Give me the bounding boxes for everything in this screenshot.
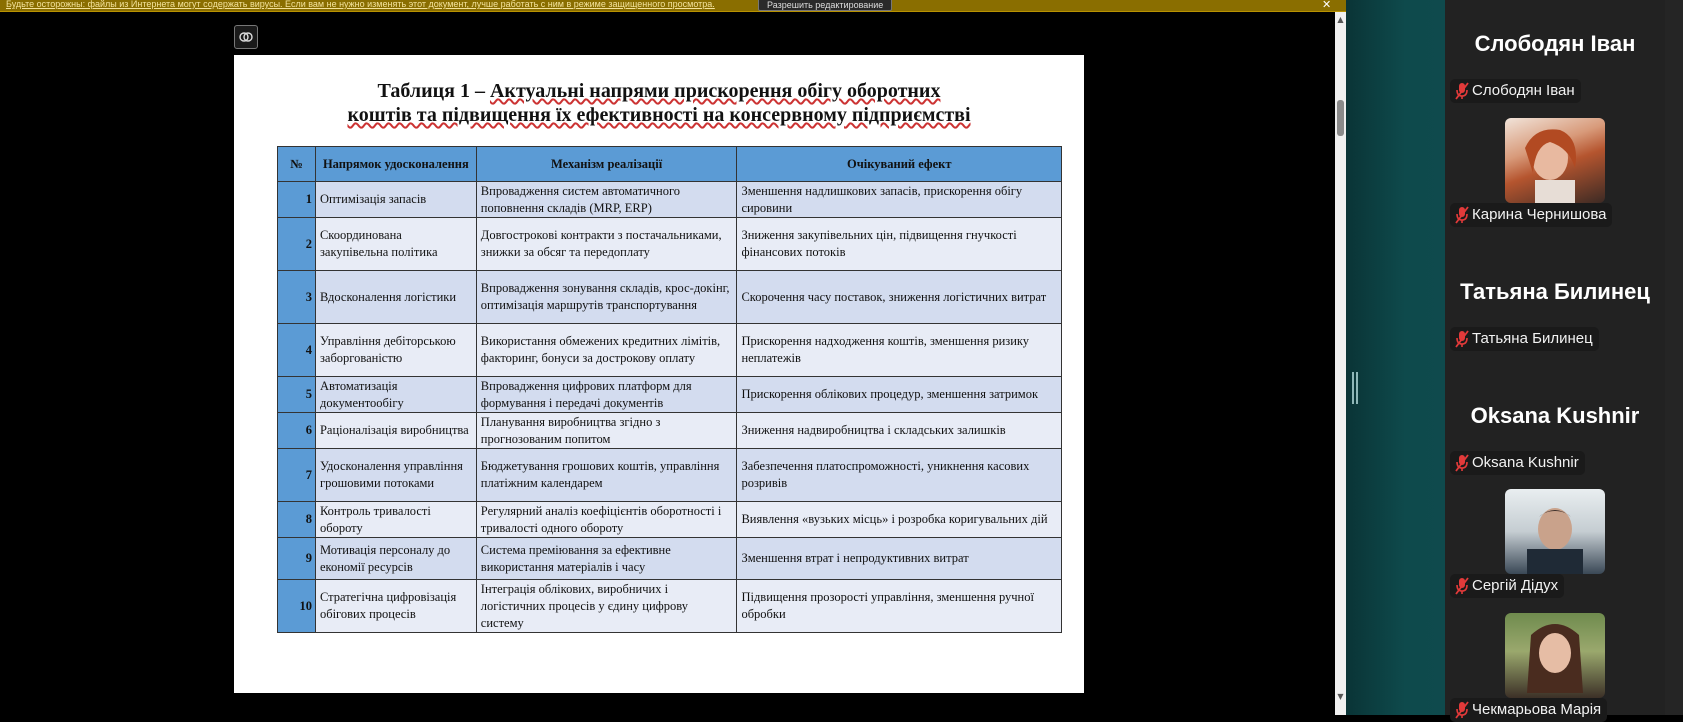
row-effect: Зменшення надлишкових запасів, прискорення обігу сировини [737,182,1062,218]
participants-panel [1445,0,1665,718]
mic-muted-icon [1454,701,1470,719]
row-number: 10 [278,580,316,633]
participant-label: Oksana Kushnir [1472,454,1579,471]
document-page [234,55,1084,693]
enable-editing-button[interactable]: Разрешить редактирование [758,0,892,11]
row-number: 2 [278,218,316,271]
row-effect: Прискорення облікових процедур, зменшення затримок [737,377,1062,413]
table-header-row [278,147,1062,182]
row-direction: Управління дебіторською заборгованістю [315,324,476,377]
row-number: 8 [278,502,316,538]
row-mechanism: Впровадження зонування складів, крос-докінг, оптимізація маршрутів транспортування [476,271,737,324]
row-direction: Вдосконалення логістики [315,271,476,324]
row-number: 1 [278,182,316,218]
row-effect: Зниження закупівельних цін, підвищення гнучкості фінансових потоків [737,218,1062,271]
participant-label: Чекмарьова Марія [1472,701,1602,718]
popout-icon[interactable] [234,25,258,49]
directions-table [277,146,1062,633]
row-direction: Контроль тривалості обороту [315,502,476,538]
row-number: 6 [278,413,316,449]
mic-muted-icon [1454,454,1470,472]
row-effect: Підвищення прозорості управління, зменшення ручної обробки [737,580,1062,633]
table-caption [234,79,1084,127]
table-row [278,502,1062,538]
row-number: 4 [278,324,316,377]
caption-line-1: Актуальні напрями прискорення обігу оборотних [489,80,941,102]
row-number: 5 [278,377,316,413]
participant-video[interactable] [1505,613,1605,698]
row-mechanism: Регулярний аналіз коефіцієнтів оборотності і тривалості одного обороту [476,502,737,538]
mic-muted-icon [1454,206,1470,224]
row-direction: Раціоналізація виробництва [315,413,476,449]
participant-name-tag [1450,79,1581,103]
participant-name-tag [1450,698,1607,722]
row-mechanism: Впровадження цифрових платформ для формування і передачі документів [476,377,737,413]
participant-name-tag [1450,203,1612,227]
participant-video[interactable] [1505,489,1605,574]
row-mechanism: Використання обмежених кредитних лімітів, факторинг, бонуси за дострокову оплату [476,324,737,377]
participant-label: Сергій Дідух [1472,577,1559,594]
participant-video[interactable] [1505,118,1605,203]
participant-name-tag [1450,574,1564,598]
row-effect: Зменшення втрат і непродуктивних витрат [737,538,1062,580]
row-effect: Забезпечення платоспроможності, уникнення касових розривів [737,449,1062,502]
caption-line-2: коштів та підвищення їх ефективності на консервному підприємстві [347,104,971,126]
row-mechanism: Впровадження систем автоматичного поповнення складів (MRP, ERP) [476,182,737,218]
mic-muted-icon [1454,577,1470,595]
table-row [278,182,1062,218]
participants-scrollbar[interactable] [1665,0,1683,715]
row-direction: Оптимізація запасів [315,182,476,218]
participant-name-large: Слободян Іван [1474,31,1636,56]
participant-label: Карина Чернишова [1472,206,1607,223]
table-row [278,377,1062,413]
row-number: 7 [278,449,316,502]
header-direction: Напрямок удосконалення [315,147,476,182]
participant-label: Слободян Іван [1472,82,1575,99]
protected-view-warning[interactable]: Будьте осторожны: файлы из Интернета могут содержать вирусы. Если вам не нужно изменять этот документ, лучше работать с ним в режиме защищенного просмотра. [6,0,715,9]
row-effect: Прискорення надходження коштів, зменшення ризику неплатежів [737,324,1062,377]
participant-name-large: Oksana Kushnir [1470,403,1640,428]
row-effect: Виявлення «вузьких місць» і розробка коригувальних дій [737,502,1062,538]
row-mechanism: Бюджетування грошових коштів, управління платіжним календарем [476,449,737,502]
row-mechanism: Планування виробництва згідно з прогнозованим попитом [476,413,737,449]
row-effect: Скорочення часу поставок, зниження логістичних витрат [737,271,1062,324]
document-scrollbar[interactable] [1335,12,1346,715]
header-number: № [278,147,316,182]
close-icon[interactable]: ✕ [1322,0,1332,11]
caption-prefix: Таблиця 1 – [377,80,490,102]
mic-muted-icon [1454,82,1470,100]
row-direction: Стратегічна цифровізація обігових процесів [315,580,476,633]
header-mechanism: Механізм реалізації [476,147,737,182]
scroll-up-icon[interactable]: ▲ [1337,15,1344,24]
participant-label: Татьяна Билинец [1472,330,1593,347]
row-number: 3 [278,271,316,324]
row-direction: Автоматизація документообігу [315,377,476,413]
table-row [278,271,1062,324]
participant-name-tag [1450,451,1585,475]
table-row [278,413,1062,449]
row-effect: Зниження надвиробництва і складських залишків [737,413,1062,449]
mic-muted-icon [1454,330,1470,348]
protected-view-bar [0,0,1346,12]
row-mechanism: Система преміювання за ефективне використання матеріалів і часу [476,538,737,580]
row-direction: Мотивація персоналу до економії ресурсів [315,538,476,580]
row-direction: Скоординована закупівельна політика [315,218,476,271]
participant-name-tag [1450,327,1599,351]
table-row [278,449,1062,502]
row-number: 9 [278,538,316,580]
panel-splitter-handle[interactable] [1352,372,1358,404]
scroll-down-icon[interactable]: ▼ [1337,692,1344,701]
row-mechanism: Інтеграція облікових, виробничих і логістичних процесів у єдину цифрову систему [476,580,737,633]
scroll-thumb[interactable] [1337,100,1344,136]
table-row [278,324,1062,377]
row-direction: Удосконалення управління грошовими потоками [315,449,476,502]
participant-name-large: Татьяна Билинец [1460,279,1650,304]
table-row [278,580,1062,633]
row-mechanism: Довгострокові контракти з постачальниками, знижки за обсяг та передоплату [476,218,737,271]
layout-gutter [1346,0,1445,715]
header-effect: Очікуваний ефект [737,147,1062,182]
table-row [278,538,1062,580]
table-row [278,218,1062,271]
